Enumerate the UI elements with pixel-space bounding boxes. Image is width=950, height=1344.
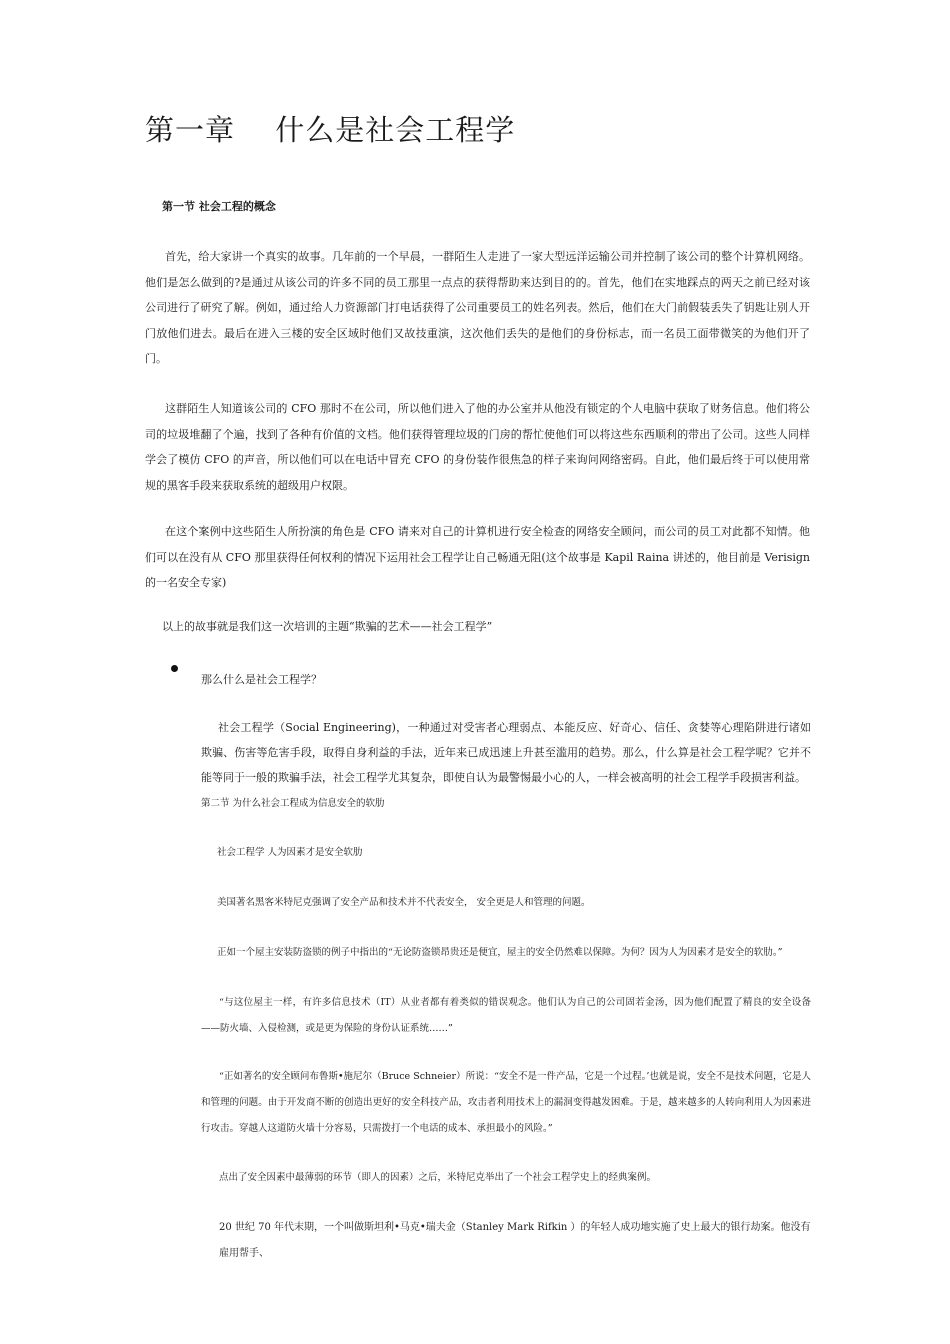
section-title-concept: 第一节 社会工程的概念 [162, 200, 276, 213]
bullet-question: 那么什么是社会工程学？ [201, 673, 322, 686]
bullet-icon [171, 665, 178, 672]
definition-paragraph: 社会工程学（Social Engineering)，一种通过对受害者心理弱点、本能反应、好奇心、信任、贪婪等心理陷阱进行诸如欺骗、伤害等危害手段，取得自身利益的手法，近年来已成迅速上升甚至滥用的趋势。那么，什么算是社会工程学呢？它并不能等同于一般的欺骗手法，社会工程学尤其复杂，即使自认为最警惕最小心的人，一样会被高明的社会工程学手段损害利益。 [201, 721, 811, 784]
training-topic-line: 以上的故事就是我们这一次培训的主题“欺骗的艺术——社会工程学” [162, 620, 493, 633]
story-paragraph-1: 首先，给大家讲一个真实的故事。几年前的一个早晨，一群陌生人走进了一家大型远洋运输公司并控制了该公司的整个计算机网络。他们是怎么做到的?是通过从该公司的许多不同的员工那里一点点的获得帮助来达到目的的。首先，他们在实地踩点的两天之前已经对该公司进行了研究了解。例如，通过给人力资源部门打电话获得了公司重要员工的姓名列表。然后，他们在大门前假装丢失了钥匙让别人开门放他们进去。最后在进入三楼的安全区域时他们又故技重演，这次他们丢失的是他们的身份标志，而一名员工面带微笑的为他们开了门。 [145, 250, 810, 365]
chapter-title: 第一章 什么是社会工程学 [145, 113, 516, 147]
it-misconception-paragraph: “与这位屋主一样，有许多信息技术（IT）从业者都有着类似的错误观念。他们认为自己的公司固若金汤，因为他们配置了精良的安全设备——防火墙、入侵检测，或是更为保险的身份认证系统……” [201, 997, 811, 1034]
schneier-quote-paragraph: “正如著名的安全顾问布鲁斯•施尼尔（Bruce Schneier）所说：“安全不是一件产品，它是一个过程。’也就是说，安全不是技术问题，它是人和管理的问题。由于开发商不断的创造出更好的安全科技产品，攻击者利用技术上的漏洞变得越发困难。于是，越来越多的人转向利用人为因素进行攻击。穿越人这道防火墙十分容易，只需拨打一个电话的成本、承担最小的风险。” [201, 1071, 811, 1134]
story-paragraph-3: 在这个案例中这些陌生人所扮演的角色是 CFO 请来对自己的计算机进行安全检查的网络安全顾问，而公司的员工对此都不知情。他们可以在没有从 CFO 那里获得任何权利的情况下运用社会工程学让自己畅通无阻(这个故事是 Kapil Raina 讲述的，他目前是 Verisign 的一名安全专家) [145, 525, 810, 589]
section-subtitle: 社会工程学 人为因素才是安全软肋 [217, 847, 363, 858]
rifkin-case-line: 20 世纪 70 年代末期，一个叫做斯坦利•马克•瑞夫金（Stanley Mark Rifkin ）的年轻人成功地实施了史上最大的银行劫案。他没有雇用帮手、 [219, 1222, 811, 1259]
mitnick-line: 美国著名黑客米特尼克强调了安全产品和技术并不代表安全， 安全更是人和管理的问题。 [217, 897, 591, 908]
lock-example-line: 正如一个屋主安装防盗锁的例子中指出的“无论防盗锁昂贵还是便宜，屋主的安全仍然难以保障。为何？因为人为因素才是安全的软肋。” [217, 947, 783, 958]
story-paragraph-2: 这群陌生人知道该公司的 CFO 那时不在公司，所以他们进入了他的办公室并从他没有锁定的个人电脑中获取了财务信息。他们将公司的垃圾堆翻了个遍，找到了各种有价值的文档。他们获得管理垃圾的门房的帮忙使他们可以将这些东西顺利的带出了公司。这些人同样学会了模仿 CFO 的声音，所以他们可以在电话中冒充 CFO 的身份装作很焦急的样子来询问网络密码。自此，他们最后终于可以使用常规的黑客手段来获取系统的超级用户权限。 [145, 402, 810, 492]
weakest-link-line: 点出了安全因素中最薄弱的环节（即人的因素）之后，米特尼克举出了一个社会工程学史上的经典案例。 [219, 1172, 657, 1183]
section-title-weakness: 第二节 为什么社会工程成为信息安全的软肋 [201, 798, 385, 809]
